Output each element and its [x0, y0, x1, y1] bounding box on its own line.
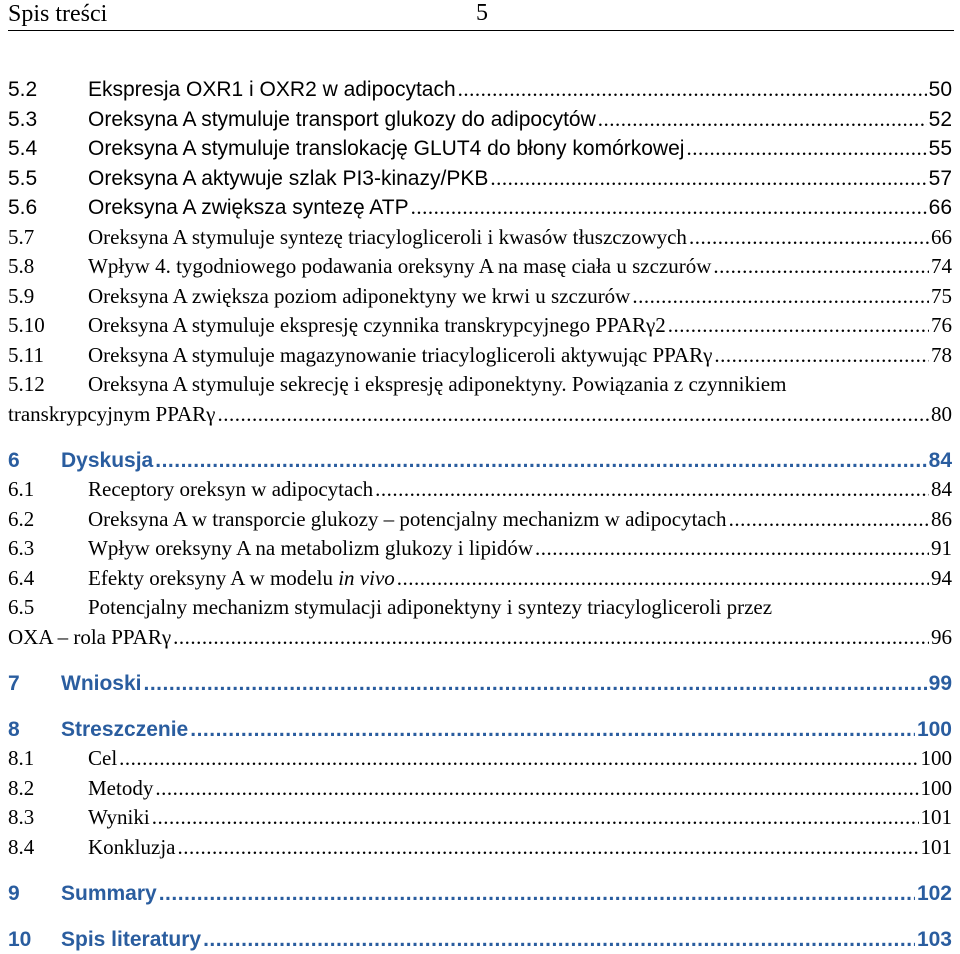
- entry-number: 8: [8, 715, 61, 745]
- entry-page: 50: [929, 75, 952, 105]
- entry-page: 102: [917, 879, 952, 909]
- toc-entry-5-6[interactable]: [8, 193, 952, 223]
- entry-page: 75: [931, 282, 952, 312]
- entry-number: 5.8: [8, 252, 88, 282]
- entry-title: Potencjalny mechanizm stymulacji adiponektyny i syntezy triacylogliceroli przez: [88, 593, 772, 623]
- entry-page: 80: [931, 400, 952, 430]
- dot-leader: [632, 282, 929, 312]
- dot-leader: [217, 400, 929, 430]
- entry-title: Summary: [61, 879, 157, 909]
- toc-entry-5-5[interactable]: [8, 164, 952, 194]
- entry-title: Oreksyna A zwiększa syntezę ATP: [88, 193, 409, 223]
- toc-entry-10[interactable]: [8, 925, 952, 954]
- entry-title: Oreksyna A stymuluje syntezę triacylogliceroli i kwasów tłuszczowych: [88, 223, 687, 253]
- dot-leader: [159, 879, 915, 909]
- entry-title: Oreksyna A stymuluje ekspresję czynnika transkrypcyjnego PPARγ2: [88, 311, 666, 341]
- toc-entry-6-3[interactable]: [8, 534, 952, 564]
- entry-number: 5.9: [8, 282, 88, 312]
- page-header: [8, 0, 954, 31]
- entry-title: Oreksyna A aktywuje szlak PI3-kinazy/PKB: [88, 164, 488, 194]
- entry-title: Oreksyna A stymuluje magazynowanie triacylogliceroli aktywując PPARγ: [88, 341, 712, 371]
- entry-title: Receptory oreksyn w adipocytach: [88, 475, 373, 505]
- entry-title: Oreksyna A stymuluje transport glukozy do adipocytów: [88, 105, 596, 135]
- toc-entry-5-4[interactable]: [8, 134, 952, 164]
- entry-number: 6.3: [8, 534, 88, 564]
- toc-entry-9[interactable]: [8, 879, 952, 909]
- entry-page: 96: [931, 623, 952, 653]
- entry-page: 84: [929, 446, 952, 476]
- entry-page: 100: [921, 774, 953, 804]
- entry-title: Spis literatury: [61, 925, 201, 954]
- entry-page: 55: [929, 134, 952, 164]
- entry-number: 6.1: [8, 475, 88, 505]
- toc-entry-6-4[interactable]: [8, 564, 952, 594]
- entry-number: 9: [8, 879, 61, 909]
- dot-leader: [490, 164, 926, 194]
- toc-entry-8-3[interactable]: [8, 803, 952, 833]
- toc-entry-6-5[interactable]: [8, 593, 952, 652]
- entry-number: 8.1: [8, 744, 88, 774]
- entry-page: 100: [917, 715, 952, 745]
- entry-title: Streszczenie: [61, 715, 188, 745]
- toc-entry-8-1[interactable]: [8, 744, 952, 774]
- entry-page: 66: [929, 193, 952, 223]
- entry-title: Dyskusja: [61, 446, 153, 476]
- entry-number: 8.4: [8, 833, 88, 863]
- dot-leader: [729, 505, 929, 535]
- dot-leader: [152, 803, 919, 833]
- entry-title: Oreksyna A w transporcie glukozy – potencjalny mechanizm w adipocytach: [88, 505, 727, 535]
- entry-number: 6.5: [8, 593, 88, 623]
- toc-entry-5-12[interactable]: [8, 370, 952, 429]
- toc-entry-6-2[interactable]: [8, 505, 952, 535]
- entry-number: 8.2: [8, 774, 88, 804]
- dot-leader: [190, 715, 915, 745]
- entry-title-continued: transkrypcyjnym PPARγ: [8, 400, 215, 430]
- entry-title-continued: OXA – rola PPARγ: [8, 623, 171, 653]
- toc-entry-8[interactable]: [8, 715, 952, 745]
- header-title: Spis treści: [8, 1, 107, 28]
- toc-entry-5-11[interactable]: [8, 341, 952, 371]
- dot-leader: [535, 534, 929, 564]
- dot-leader: [177, 833, 918, 863]
- dot-leader: [155, 446, 926, 476]
- dot-leader: [375, 475, 929, 505]
- entry-number: 5.7: [8, 223, 88, 253]
- entry-number: 8.3: [8, 803, 88, 833]
- entry-title: Konkluzja: [88, 833, 175, 863]
- entry-title: Ekspresja OXR1 i OXR2 w adipocytach: [88, 75, 456, 105]
- toc-entry-5-7[interactable]: [8, 223, 952, 253]
- entry-number: 5.12: [8, 370, 88, 400]
- entry-title: Oreksyna A zwiększa poziom adiponektyny we krwi u szczurów: [88, 282, 630, 312]
- toc-entry-5-2[interactable]: [8, 75, 952, 105]
- header-page-number: 5: [476, 0, 488, 27]
- dot-leader: [203, 925, 915, 954]
- entry-title: [88, 564, 395, 594]
- entry-page: 101: [921, 833, 953, 863]
- entry-page: 91: [931, 534, 952, 564]
- toc-entry-5-10[interactable]: [8, 311, 952, 341]
- entry-number: 5.2: [8, 75, 88, 105]
- dot-leader: [119, 744, 918, 774]
- entry-title: Oreksyna A stymuluje sekrecję i ekspresję adiponektyny. Powiązania z czynnikiem: [88, 370, 786, 400]
- dot-leader: [714, 341, 929, 371]
- dot-leader: [686, 134, 926, 164]
- toc-entry-5-8[interactable]: [8, 252, 952, 282]
- toc-entry-5-9[interactable]: [8, 282, 952, 312]
- dot-leader: [155, 774, 918, 804]
- toc-entry-5-3[interactable]: [8, 105, 952, 135]
- entry-number: 5.6: [8, 193, 88, 223]
- dot-leader: [458, 75, 927, 105]
- entry-number: 5.5: [8, 164, 88, 194]
- toc-entry-7[interactable]: [8, 669, 952, 699]
- entry-page: 86: [931, 505, 952, 535]
- entry-number: 5.10: [8, 311, 88, 341]
- entry-number: 7: [8, 669, 61, 699]
- entry-number: 6.4: [8, 564, 88, 594]
- entry-page: 100: [921, 744, 953, 774]
- entry-number: 5.11: [8, 341, 88, 371]
- toc-entry-8-4[interactable]: [8, 833, 952, 863]
- toc-entry-6-1[interactable]: [8, 475, 952, 505]
- entry-number: 5.4: [8, 134, 88, 164]
- entry-page: 94: [931, 564, 952, 594]
- entry-page: 74: [931, 252, 952, 282]
- entry-page: 76: [931, 311, 952, 341]
- entry-number: 10: [8, 925, 61, 954]
- entry-number: 5.3: [8, 105, 88, 135]
- entry-page: 101: [921, 803, 953, 833]
- entry-title: Oreksyna A stymuluje translokację GLUT4 do błony komórkowej: [88, 134, 684, 164]
- dot-leader: [144, 669, 927, 699]
- entry-page: 57: [929, 164, 952, 194]
- entry-page: 78: [931, 341, 952, 371]
- dot-leader: [397, 564, 929, 594]
- toc-entry-8-2[interactable]: [8, 774, 952, 804]
- entry-number: 6.2: [8, 505, 88, 535]
- dot-leader: [598, 105, 927, 135]
- dot-leader: [411, 193, 927, 223]
- entry-title: Metody: [88, 774, 153, 804]
- dot-leader: [689, 223, 929, 253]
- entry-title: Wyniki: [88, 803, 150, 833]
- dot-leader: [173, 623, 929, 653]
- table-of-contents: [8, 75, 952, 954]
- entry-title: Wpływ 4. tygodniowego podawania oreksyny A na masę ciała u szczurów: [88, 252, 711, 282]
- entry-page: 84: [931, 475, 952, 505]
- entry-page: 103: [917, 925, 952, 954]
- entry-page: 52: [929, 105, 952, 135]
- toc-entry-6[interactable]: [8, 446, 952, 476]
- entry-number: 6: [8, 446, 61, 476]
- entry-title: Wpływ oreksyny A na metabolizm glukozy i lipidów: [88, 534, 533, 564]
- entry-page: 99: [929, 669, 952, 699]
- entry-title-italic: in vivo: [338, 566, 395, 590]
- entry-title: Cel: [88, 744, 117, 774]
- entry-title-text: Efekty oreksyny A w modelu: [88, 566, 338, 590]
- dot-leader: [713, 252, 929, 282]
- dot-leader: [668, 311, 929, 341]
- entry-page: 66: [931, 223, 952, 253]
- entry-title: Wnioski: [61, 669, 142, 699]
